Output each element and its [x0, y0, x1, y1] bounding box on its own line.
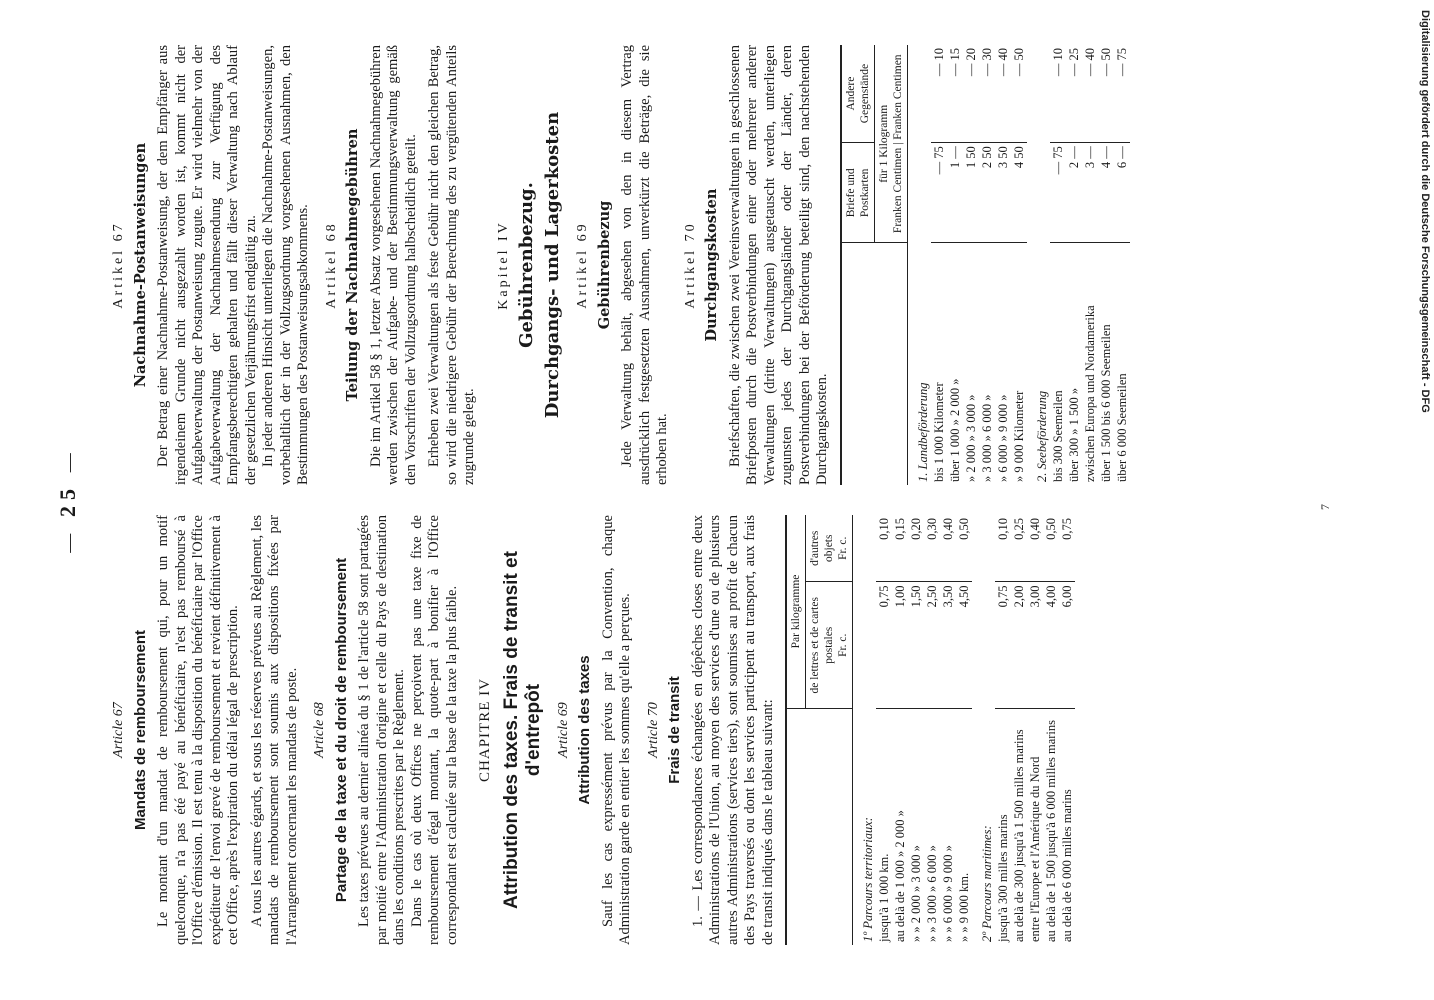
row-value: 3 50 [995, 143, 1011, 243]
row-value: — 10 [1050, 45, 1066, 143]
row-value: 2 50 [979, 143, 995, 243]
table-row [979, 45, 995, 485]
de-chapter-label: Kapitel IV [495, 220, 511, 310]
row-value: 2,50 [924, 582, 940, 709]
german-section-1 [907, 45, 931, 485]
row-value: 1,50 [908, 582, 924, 709]
de-chapter-title-1: Gebührenbezug. [516, 182, 537, 348]
row-label: bis 1 000 Kilometer [931, 382, 946, 482]
row-value: 0,40 [1027, 515, 1043, 582]
row-label: au delà de 300 jusqu'à 1 500 milles marins [1012, 729, 1026, 942]
fr-art67-p2: A tous les autres égards, et sous les réserves prévues au Règlement, les mandats de remboursement sont soumis aux dispositions fixées par l'Arrangement concernant les mandats de poste. [248, 515, 300, 945]
fr-art70-label: Article 70 [645, 702, 661, 758]
table-row [1098, 45, 1114, 485]
de-art67-title: Nachnahme-Postanweisungen [131, 142, 149, 388]
de-art68-label: Artikel 68 [323, 221, 339, 309]
row-label: über 6 000 Seemeilen [1114, 373, 1129, 482]
row-value: 0,30 [924, 515, 940, 582]
row-value: 0,50 [956, 515, 972, 582]
table-row [956, 515, 972, 945]
fr-art67-p1: Le montant d'un mandat de remboursement qui, pour un motif quelconque, n'a pas été payé au bénéficiaire, n'est pas remboursé à l'Office d'émission. Il est tenu à la disposition du bénéficiaire par l'Office expéditeur de l'envoi grevé de remboursement et revient définitivement à cet Office, après l'expiration du délai légal de prescription. [155, 515, 241, 945]
fr-art68-title: Partage de la taxe et du droit de remboursement [332, 557, 350, 903]
row-label: » » 6 000 » 9 000 » [941, 845, 955, 942]
de-chapter-title-2: Durchgangs- und Lagerkosten [542, 111, 563, 419]
row-value: 0,15 [892, 515, 908, 582]
fr-art70-p1: 1. — Les correspondances échangées en dépêches closes entre deux Administrations de l'Union, au moyen des services d'une ou de plusieurs autres Administrations (services tiers), sont soumises au profit de chacun des Pays traversés ou dont les services participent au transport, aux frais de transit indiqués dans le tableau suivant: [689, 515, 776, 945]
row-value: 3,50 [940, 582, 956, 709]
row-label: bis 300 Seemeilen [1050, 390, 1065, 482]
fr-art68-p2: Dans le cas où deux Offices ne perçoivent pas une taxe fixe de remboursement d'égal montant, la quote-part à bonifier à l'Office correspondant est calculée sur la base de la taxe la plus faible. [408, 515, 460, 945]
de-art67-label: Artikel 67 [111, 221, 126, 309]
de-art67-p2: In jeder anderen Hinsicht unterliegen die Nachnahme-Postanweisungen, vorbehaltlich der in der Vollzugsordnung vorgesehenen Ausnahmen, den Bestimmungen des Postanweisungsabkommens. [260, 45, 311, 485]
row-label: zwischen Europa und Nordamerika [1082, 305, 1097, 482]
row-label: au delà de 1 000 » 2 000 » [893, 810, 907, 942]
de-table-head-b: Andere Gegenstände [841, 45, 875, 143]
row-value: — 50 [1011, 45, 1027, 143]
table-row [1043, 515, 1059, 945]
de-art70-title: Durchgangskosten [703, 188, 720, 342]
row-value: 3 — [1082, 143, 1098, 243]
row-value: 4,00 [1043, 582, 1059, 709]
table-row [995, 515, 1011, 945]
de-art69-p1: Jede Verwaltung behält, abgesehen von den in diesem Vertrag ausdrücklich festgesetzten Ausnahmen, unverkürzt die Beträge, die sie erhoben hat. [619, 45, 670, 485]
german-section-2-label: 2. Seebeförderung [1034, 390, 1049, 482]
table-row [1027, 515, 1043, 945]
row-value: 4 50 [1011, 143, 1027, 243]
row-value: — 30 [979, 45, 995, 143]
table-row [892, 515, 908, 945]
row-value: — 15 [947, 45, 963, 143]
page-number: — 25 — [55, 447, 80, 553]
row-value: 0,40 [940, 515, 956, 582]
de-transit-table [840, 45, 1130, 485]
table-row [876, 515, 892, 945]
row-value: 3,00 [1027, 582, 1043, 709]
table-row [1050, 45, 1066, 485]
row-value: 1 — [947, 143, 963, 243]
row-value: — 20 [963, 45, 979, 143]
row-label: jusqu'à 1 000 km. [877, 853, 891, 942]
row-value: — 75 [931, 143, 947, 243]
fr-table-head-group: Par kilogramme [786, 515, 806, 709]
fr-table-head-b: d'autres objets Fr. c. [806, 515, 853, 582]
german-section-1-label: 1. Landbeförderung [915, 382, 930, 482]
de-table-head-group: für 1 Kilogramm Franken Centimen | Franken Centimen [874, 45, 907, 243]
row-value: 0,25 [1011, 515, 1027, 582]
german-column [100, 45, 1130, 485]
fr-art68-p1: Les taxes prévues au dernier alinéa du § 1 de l'article 58 sont partagées par moitié entre l'Administration d'origine et celle du Pays de destination dans les conditions prescrites par le Règlement. [356, 515, 407, 945]
de-art70-p1: Briefschaften, die zwischen zwei Vereinsverwaltungen in geschlossenen Briefposten durch die Postverbindungen einer oder mehrerer anderer Verwaltungen (dritte Verwaltungen) ausgetauscht werden, unterliegen zugunsten jedes der Durchgangsländer oder der Länder, deren Postverbindungen bei der Beförderung beteiligt sind, den nachstehenden Durchgangskosten. [726, 45, 830, 485]
row-label: entre l'Europe et l'Amérique du Nord [1028, 756, 1042, 942]
fr-table-body [853, 515, 1076, 945]
fr-chapter-title: Attribution des taxes. Frais de transit et d'entrepôt [500, 551, 544, 909]
row-label: » 3 000 » 6 000 » [979, 394, 994, 482]
table-row [924, 515, 940, 945]
de-art69-title: Gebührenbezug [595, 200, 613, 330]
row-label: » 2 000 » 3 000 » [963, 394, 978, 482]
de-art69-label: Artikel 69 [575, 221, 590, 309]
table-row [1011, 45, 1027, 485]
row-value: 1 50 [963, 143, 979, 243]
row-value: — 40 [995, 45, 1011, 143]
table-row [940, 515, 956, 945]
row-label: au delà de 6 000 milles marins [1060, 789, 1074, 942]
table-row [1082, 45, 1098, 485]
row-value: 2,00 [1011, 582, 1027, 709]
de-art68-p1: Die im Artikel 58 § 1, letzter Absatz vorgesehenen Nachnahmegebühren werden zwischen der Aufgabe- und der Bestimmungsverwaltung gemäß den Vorschriften der Vollzugsordnung halbscheidlich geteilt. [367, 45, 419, 485]
table-row [1059, 515, 1075, 945]
de-art70-label: Artikel 70 [682, 221, 698, 309]
table-row [1114, 45, 1130, 485]
table-row [947, 45, 963, 485]
row-label: über 300 » 1 500 » [1066, 387, 1081, 482]
row-value: 0,75 [1059, 515, 1075, 582]
french-column [100, 515, 1075, 945]
french-section-2 [972, 515, 995, 945]
french-section-1-label: 1º Parcours territoriaux: [861, 817, 875, 942]
row-value: — 50 [1098, 45, 1114, 143]
row-value: 0,10 [876, 515, 892, 582]
fr-art67-label: Article 67 [111, 702, 126, 758]
fr-art69-p1: Sauf les cas expressément prévus par la Convention, chaque Administration garde en entier les sommes qu'elle a perçues. [599, 515, 633, 945]
row-label: » 9 000 Kilometer [1011, 390, 1026, 482]
footer-mark: 7 [1318, 504, 1332, 510]
fr-art69-title: Attribution des taxes [576, 655, 593, 805]
de-table-head-a: Briefe und Postkarten [841, 143, 875, 243]
fr-art70-title: Frais de transit [666, 676, 683, 784]
german-section-2 [1027, 45, 1050, 485]
table-row [1011, 515, 1027, 945]
table-row [995, 45, 1011, 485]
row-value: — 75 [1114, 45, 1130, 143]
row-value: — 40 [1082, 45, 1098, 143]
de-art67-p1: Der Betrag einer Nachnahme-Postanweisung, der dem Empfänger aus irgendeinem Grunde nicht ausgezahlt worden ist, kommt nicht der Aufgabeverwaltung der Postanweisung zugute. Er wird vielmehr von der Aufgabeverwaltung der Nachnahmesendung zur Verfügung des Empfangsberechtigten gehalten und fällt dieser Verwaltung nach Ablauf der gesetzlichen Verjährungsfrist endgültig zu. [155, 45, 259, 485]
row-value: 0,75 [995, 582, 1011, 709]
fr-table-head-a: de lettres et de cartes postales Fr. c. [806, 582, 853, 709]
row-value: 2 — [1066, 143, 1082, 243]
table-row [931, 45, 947, 485]
row-value: 4 — [1098, 143, 1114, 243]
fr-chapter-label: CHAPITRE IV [477, 678, 493, 782]
row-value: 1,00 [892, 582, 908, 709]
table-row [908, 515, 924, 945]
row-value: 0,50 [1043, 515, 1059, 582]
table-row [1066, 45, 1082, 485]
fr-art69-label: Article 69 [555, 702, 571, 758]
fr-art68-label: Article 68 [312, 702, 327, 758]
row-value: 0,10 [995, 515, 1011, 582]
row-label: » 6 000 » 9 000 » [995, 394, 1010, 482]
french-section-1 [853, 515, 877, 945]
row-label: » » 3 000 » 6 000 » [925, 845, 939, 942]
row-label: über 1 500 bis 6 000 Seemeilen [1098, 324, 1113, 482]
row-value: 4,50 [956, 582, 972, 709]
de-art68-p2: Erheben zwei Verwaltungen als feste Gebühr nicht den gleichen Betrag, so wird die niedrigere Gebühr der Berechnung des zu vergütenden Anteils zugrunde gelegt. [426, 45, 477, 485]
row-label: au delà de 1 500 jusqu'à 6 000 milles marins [1044, 719, 1058, 942]
row-label: » » 2 000 » 3 000 » [909, 845, 923, 942]
row-value: — 25 [1066, 45, 1082, 143]
row-value: 0,20 [908, 515, 924, 582]
row-value: — 75 [1050, 143, 1066, 243]
table-row [963, 45, 979, 485]
row-value: 0,75 [876, 582, 892, 709]
french-section-2-label: 2º Parcours maritimes: [980, 825, 994, 942]
row-value: 6 — [1114, 143, 1130, 243]
row-value: — 10 [931, 45, 947, 143]
fr-transit-table [785, 515, 1075, 945]
row-label: über 1 000 » 2 000 » [947, 378, 962, 482]
row-label: » » 9 000 km. [957, 872, 971, 942]
row-label: jusqu'à 300 milles marins [996, 814, 1010, 942]
de-art68-title: Teilung der Nachnahmegebühren [344, 128, 361, 402]
de-table-body [907, 45, 1130, 485]
row-value: 6,00 [1059, 582, 1075, 709]
digitization-credit-text: Digitalisierung gefördert durch die Deutsche Forschungsgemeinschaft - DFG [1419, 10, 1431, 413]
fr-art67-title: Mandats de remboursement [131, 629, 149, 831]
